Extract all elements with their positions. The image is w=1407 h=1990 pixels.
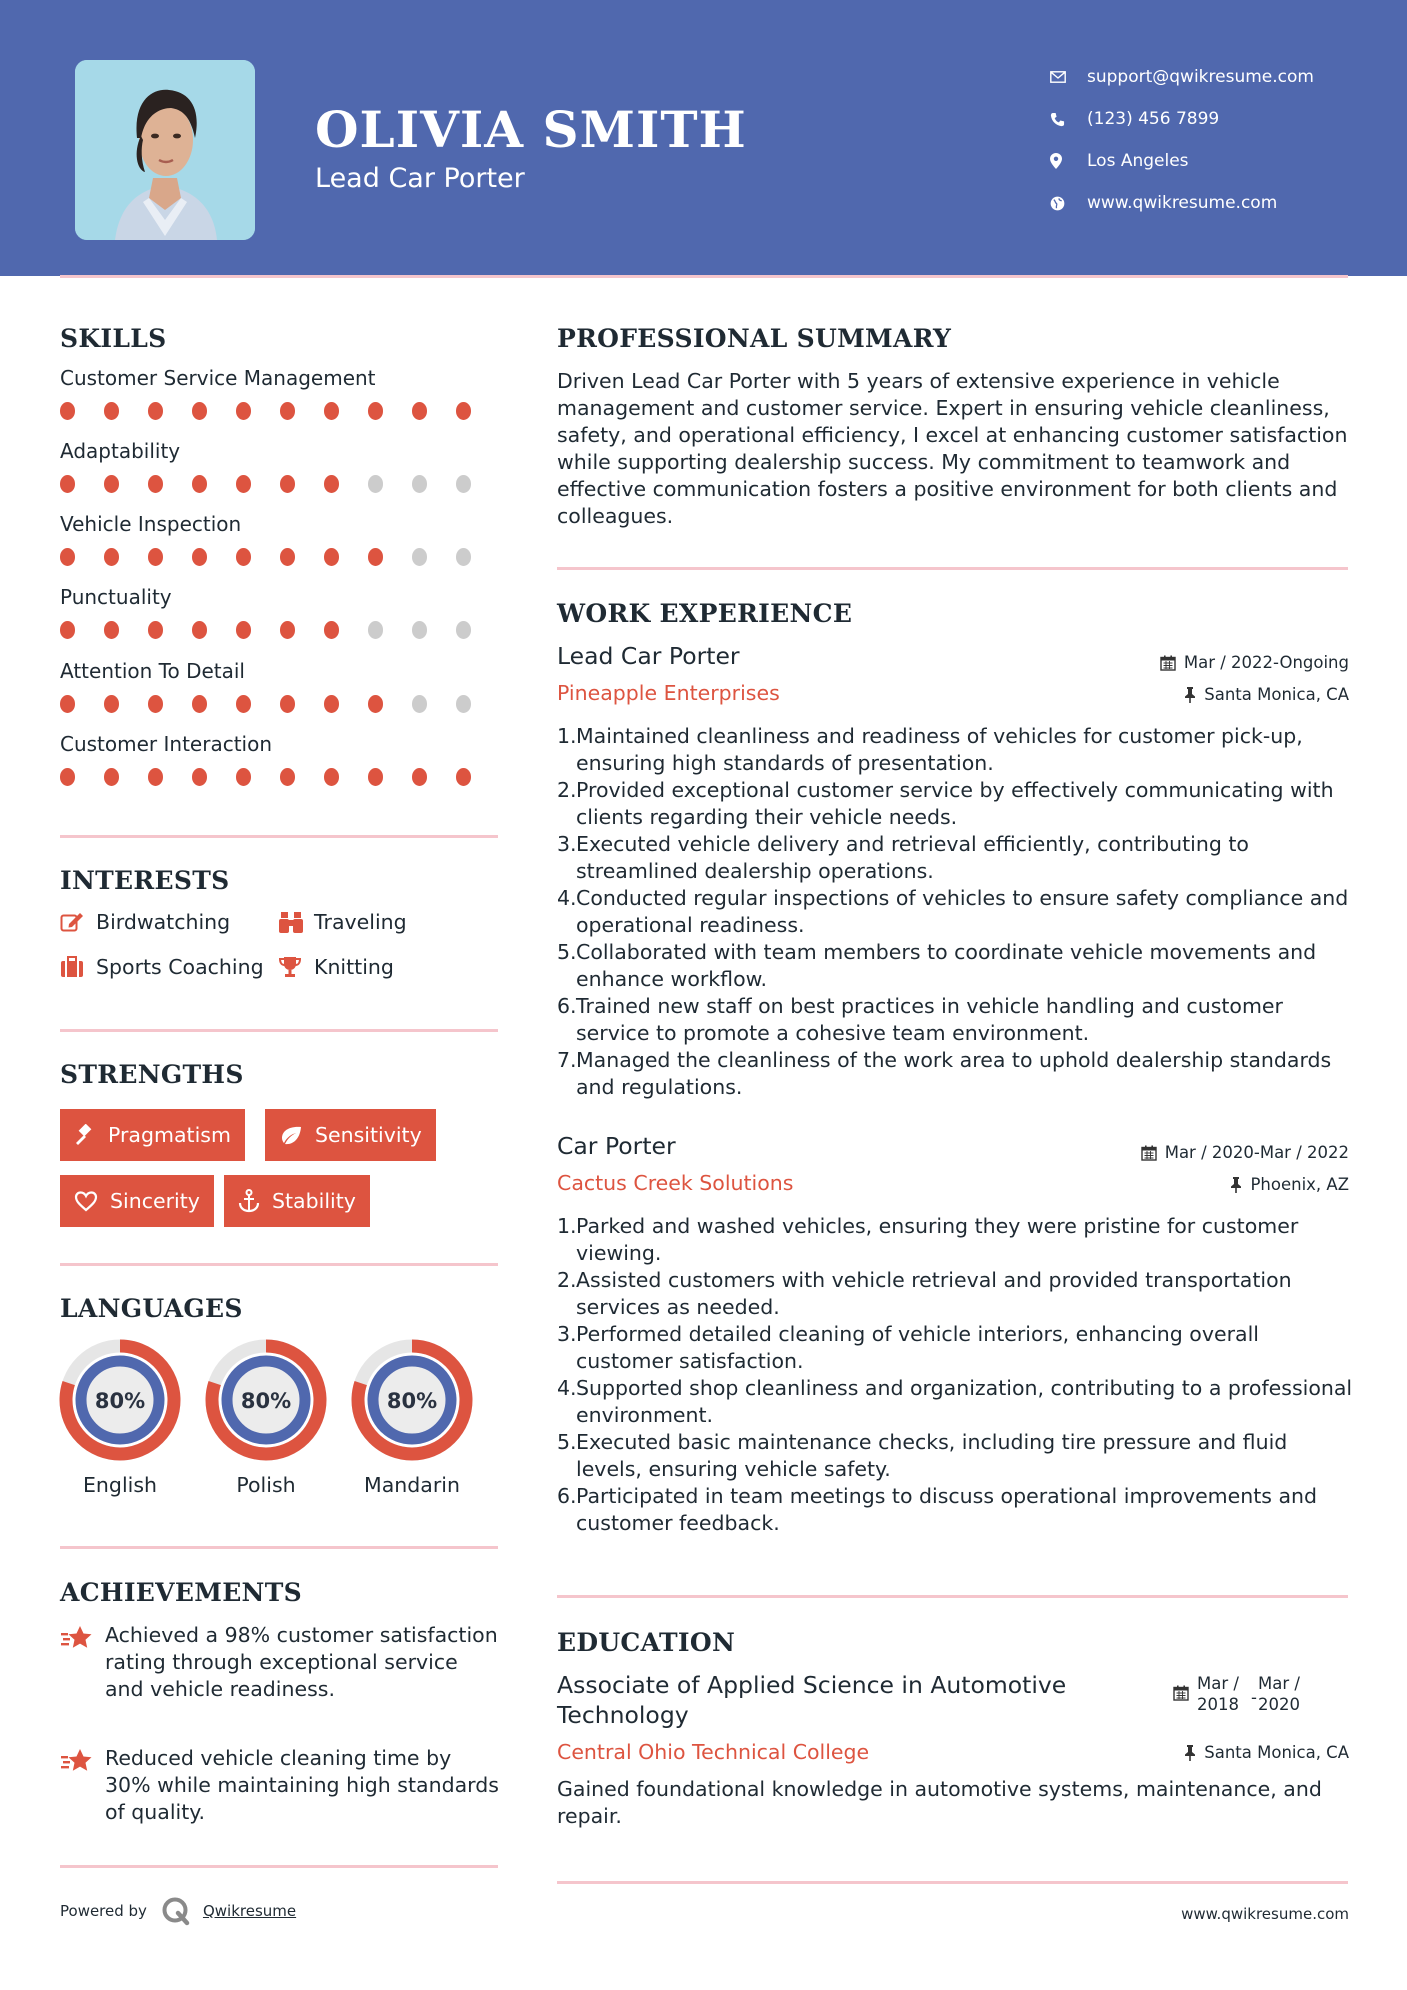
rating-dot-filled [324, 475, 339, 493]
bullet-number: 2. [557, 778, 577, 802]
gauge-percent-label: 80% [240, 1389, 292, 1413]
summary-text: Driven Lead Car Porter with 5 years of extensive experience in vehicle management and customer service. Expert in ensuring vehicle cleanliness, safety, and operational efficiency, I excel at enhancing customer satisfaction while supporting dealership success. My commitment to teamwork and effective communication fosters a positive environment for both clients and colleagues. [557, 369, 1348, 528]
skill-rating [60, 695, 500, 713]
interest-item [278, 955, 394, 979]
contact-website[interactable] [1050, 182, 1314, 224]
language-name: Polish [236, 1473, 296, 1497]
rating-dot-filled [192, 768, 207, 786]
strength-tag [265, 1109, 436, 1161]
rating-dot-filled [412, 768, 427, 786]
rating-dot-filled [456, 402, 471, 420]
phone-text: (123) 456 7899 [1087, 109, 1220, 129]
rating-dot-filled [236, 548, 251, 566]
star-icon [60, 1622, 105, 1703]
skill-item [60, 732, 500, 786]
qwikresume-logo-icon [161, 1896, 191, 1926]
rating-dot-filled [192, 475, 207, 493]
bullet-number: 4. [557, 886, 577, 910]
rating-dot-empty [456, 695, 471, 713]
gauge-percent-label: 80% [94, 1389, 146, 1413]
education-location [1184, 1743, 1349, 1762]
job-bullet [557, 993, 1357, 1047]
pushpin-icon [1230, 1177, 1242, 1193]
rating-dot-filled [192, 621, 207, 639]
rating-dot-filled [456, 768, 471, 786]
skill-rating [60, 402, 500, 420]
bullet-number: 2. [557, 1268, 577, 1292]
bullet-text: Executed basic maintenance checks, including tire pressure and fluid levels, ensuring vehicle safety. [576, 1430, 1288, 1481]
job-bullet [557, 1267, 1357, 1321]
gavel-icon [74, 1124, 96, 1146]
rating-dot-filled [60, 548, 75, 566]
education-heading: EDUCATION [557, 1628, 736, 1657]
job-bullets [557, 1213, 1357, 1537]
phone-icon [1050, 112, 1087, 127]
envelope-icon [1050, 71, 1087, 83]
rating-dot-filled [148, 475, 163, 493]
header-divider [60, 275, 1348, 278]
rating-dot-empty [412, 621, 427, 639]
contact-email[interactable] [1050, 56, 1314, 98]
interest-label: Traveling [314, 910, 407, 934]
bullet-number: 4. [557, 1376, 577, 1400]
job-bullet [557, 1321, 1357, 1375]
strength-label: Sensitivity [315, 1123, 422, 1147]
skill-name: Punctuality [60, 585, 172, 609]
language-gauge [351, 1339, 473, 1461]
interest-label: Birdwatching [96, 910, 231, 934]
divider [557, 1595, 1348, 1598]
skill-item [60, 439, 500, 493]
strength-label: Pragmatism [108, 1123, 231, 1147]
job-bullet [557, 1047, 1357, 1101]
rating-dot-filled [368, 402, 383, 420]
globe-icon [1050, 196, 1087, 211]
rating-dot-filled [324, 402, 339, 420]
bullet-text: Performed detailed cleaning of vehicle interiors, enhancing overall customer satisfaction. [576, 1322, 1259, 1373]
edu-end-month: Mar / [1257, 1674, 1300, 1693]
job-bullet [557, 1213, 1357, 1267]
bullet-number: 6. [557, 994, 577, 1018]
rating-dot-filled [192, 402, 207, 420]
education-location-text: Santa Monica, CA [1204, 1743, 1349, 1762]
bullet-text: Conducted regular inspections of vehicles to ensure safety compliance and operational readiness. [576, 886, 1349, 937]
divider [557, 1881, 1348, 1884]
candidate-name: OLIVIA SMITH [315, 100, 747, 159]
bullet-text: Managed the cleanliness of the work area to uphold dealership standards and regulations. [576, 1048, 1332, 1099]
profile-photo [75, 60, 255, 240]
star-icon [60, 1745, 105, 1826]
bullet-text: Executed vehicle delivery and retrieval efficiently, contributing to streamlined dealership operations. [576, 832, 1249, 883]
edit-icon [60, 911, 96, 933]
achievements-heading: ACHIEVEMENTS [60, 1578, 302, 1607]
skill-name: Adaptability [60, 439, 181, 463]
bullet-text: Collaborated with team members to coordinate vehicle movements and enhance workflow. [576, 940, 1317, 991]
bullet-number: 6. [557, 1484, 577, 1508]
interests-heading: INTERESTS [60, 866, 230, 895]
summary-heading: PROFESSIONAL SUMMARY [557, 324, 952, 353]
rating-dot-filled [280, 695, 295, 713]
rating-dot-filled [280, 768, 295, 786]
rating-dot-filled [192, 695, 207, 713]
education-dates [1173, 1673, 1300, 1715]
job-company: Cactus Creek Solutions [557, 1171, 794, 1195]
rating-dot-filled [60, 402, 75, 420]
contact-location [1050, 140, 1314, 182]
job-bullet [557, 885, 1357, 939]
footer-website[interactable]: www.qwikresume.com [1181, 1905, 1349, 1923]
language-name: Mandarin [364, 1473, 460, 1497]
powered-by-text: Powered by [60, 1902, 147, 1920]
bullet-number: 7. [557, 1048, 577, 1072]
rating-dot-filled [104, 402, 119, 420]
language-item [351, 1339, 473, 1497]
rating-dot-empty [456, 621, 471, 639]
rating-dot-filled [148, 621, 163, 639]
language-item [59, 1339, 181, 1497]
rating-dot-filled [324, 621, 339, 639]
divider [557, 567, 1348, 570]
rating-dot-filled [148, 768, 163, 786]
divider [60, 1865, 498, 1868]
language-gauge [59, 1339, 181, 1461]
bullet-number: 3. [557, 832, 577, 856]
edu-end-year: 2020 [1257, 1695, 1300, 1714]
edu-start-year: 2018 [1197, 1695, 1239, 1714]
binoculars-icon [278, 910, 314, 934]
rating-dot-filled [236, 768, 251, 786]
skill-name: Vehicle Inspection [60, 512, 242, 536]
job-dates-text: Mar / 2020-Mar / 2022 [1164, 1143, 1349, 1162]
map-pin-icon [1050, 153, 1087, 169]
rating-dot-filled [368, 695, 383, 713]
strength-label: Sincerity [110, 1189, 200, 1213]
strength-tag [60, 1109, 245, 1161]
rating-dot-empty [412, 475, 427, 493]
job-company: Pineapple Enterprises [557, 681, 780, 705]
experience-heading: WORK EXPERIENCE [557, 599, 853, 628]
leaf-icon [279, 1125, 303, 1145]
rating-dot-filled [60, 621, 75, 639]
rating-dot-filled [60, 475, 75, 493]
contact-phone[interactable] [1050, 98, 1314, 140]
rating-dot-filled [368, 548, 383, 566]
achievement-item [60, 1622, 500, 1703]
rating-dot-empty [412, 548, 427, 566]
divider [60, 1263, 498, 1266]
rating-dot-filled [104, 548, 119, 566]
skill-item [60, 512, 500, 566]
rating-dot-empty [368, 621, 383, 639]
bullet-text: Provided exceptional customer service by effectively communicating with clients regarding their vehicle needs. [576, 778, 1334, 829]
job-bullets [557, 723, 1357, 1101]
bullet-text: Assisted customers with vehicle retrieval and provided transportation services as needed. [576, 1268, 1292, 1319]
job-bullet [557, 939, 1357, 993]
resume-header [0, 0, 1407, 276]
trophy-icon [278, 955, 314, 979]
strengths-heading: STRENGTHS [60, 1060, 244, 1089]
rating-dot-filled [280, 402, 295, 420]
pushpin-icon [1184, 1745, 1196, 1761]
gauge-percent-label: 80% [386, 1389, 438, 1413]
job-bullet [557, 831, 1357, 885]
skill-name: Customer Service Management [60, 366, 376, 390]
achievement-item [60, 1745, 500, 1826]
rating-dot-filled [236, 475, 251, 493]
strength-label: Stability [272, 1189, 356, 1213]
skill-item [60, 659, 500, 713]
divider [60, 1029, 498, 1032]
edu-start-month: Mar / [1197, 1674, 1239, 1693]
language-name: English [82, 1473, 158, 1497]
bullet-number: 5. [557, 1430, 577, 1454]
job-bullet [557, 777, 1357, 831]
rating-dot-filled [104, 695, 119, 713]
rating-dot-empty [412, 695, 427, 713]
rating-dot-empty [456, 475, 471, 493]
interest-item [278, 910, 407, 934]
rating-dot-filled [368, 768, 383, 786]
email-text: support@qwikresume.com [1087, 67, 1314, 87]
interest-item [60, 910, 230, 934]
skill-rating [60, 768, 500, 786]
rating-dot-filled [324, 768, 339, 786]
briefcase-icon [60, 956, 96, 978]
bullet-text: Maintained cleanliness and readiness of vehicles for customer pick-up, ensuring high standards of presentation. [576, 724, 1303, 775]
job-location-text: Santa Monica, CA [1204, 685, 1349, 704]
rating-dot-filled [60, 768, 75, 786]
rating-dot-filled [148, 695, 163, 713]
rating-dot-empty [456, 548, 471, 566]
rating-dot-filled [280, 621, 295, 639]
skill-rating [60, 621, 500, 639]
rating-dot-filled [104, 768, 119, 786]
job-bullet [557, 723, 1357, 777]
anchor-icon [238, 1189, 260, 1213]
degree-title: Associate of Applied Science in Automotive Technology [557, 1671, 1067, 1729]
interest-label: Sports Coaching [96, 955, 264, 979]
rating-dot-filled [324, 548, 339, 566]
website-text: www.qwikresume.com [1087, 193, 1278, 213]
skill-rating [60, 548, 500, 566]
interest-label: Knitting [314, 955, 394, 979]
job-role: Car Porter [557, 1132, 676, 1160]
bullet-number: 1. [557, 1214, 577, 1238]
strength-tag [224, 1175, 370, 1227]
calendar-icon [1160, 655, 1176, 671]
divider [60, 835, 498, 838]
bullet-number: 3. [557, 1322, 577, 1346]
rating-dot-filled [324, 695, 339, 713]
heart-icon [74, 1191, 98, 1212]
rating-dot-filled [236, 402, 251, 420]
rating-dot-filled [412, 402, 427, 420]
languages-heading: LANGUAGES [60, 1294, 243, 1323]
pushpin-icon [1184, 687, 1196, 703]
job-location [1230, 1175, 1349, 1194]
rating-dot-filled [236, 695, 251, 713]
skill-rating [60, 475, 500, 493]
job-location [1184, 685, 1349, 704]
education-description: Gained foundational knowledge in automotive systems, maintenance, and repair. [557, 1777, 1322, 1828]
rating-dot-filled [192, 548, 207, 566]
job-role: Lead Car Porter [557, 642, 740, 670]
brand-link[interactable]: Qwikresume [202, 1902, 297, 1920]
bullet-number: 5. [557, 940, 577, 964]
calendar-icon [1141, 1145, 1157, 1161]
contact-list [1050, 56, 1314, 224]
language-gauge [205, 1339, 327, 1461]
skill-item [60, 585, 500, 639]
achievement-text: Reduced vehicle cleaning time by 30% while maintaining high standards of quality. [105, 1746, 499, 1824]
bullet-text: Participated in team meetings to discuss operational improvements and customer feedback. [576, 1484, 1318, 1535]
location-text: Los Angeles [1087, 151, 1189, 171]
candidate-title: Lead Car Porter [315, 163, 525, 194]
footer-powered-by [60, 1896, 296, 1926]
achievement-text: Achieved a 98% customer satisfaction rating through exceptional service and vehicle readiness. [105, 1623, 498, 1701]
strength-tag [60, 1175, 214, 1227]
bullet-text: Supported shop cleanliness and organization, contributing to a professional environment. [576, 1376, 1353, 1427]
job-dates [1141, 1143, 1349, 1162]
rating-dot-empty [368, 475, 383, 493]
bullet-text: Trained new staff on best practices in vehicle handling and customer service to promote a cohesive team environment. [576, 994, 1283, 1045]
school-name: Central Ohio Technical College [557, 1740, 870, 1764]
job-dates-text: Mar / 2022-Ongoing [1183, 653, 1349, 672]
rating-dot-filled [280, 475, 295, 493]
job-bullet [557, 1483, 1357, 1537]
rating-dot-filled [104, 475, 119, 493]
rating-dot-filled [148, 402, 163, 420]
skill-item [60, 366, 500, 420]
skill-name: Attention To Detail [60, 659, 245, 683]
calendar-icon [1173, 1685, 1189, 1701]
job-bullet [557, 1375, 1357, 1429]
job-location-text: Phoenix, AZ [1250, 1175, 1349, 1194]
edu-date-dash: - [1251, 1688, 1257, 1707]
language-item [205, 1339, 327, 1497]
interest-item [60, 955, 264, 979]
job-dates [1160, 653, 1349, 672]
rating-dot-filled [236, 621, 251, 639]
skills-heading: SKILLS [60, 324, 167, 353]
rating-dot-filled [148, 548, 163, 566]
divider [60, 1546, 498, 1549]
rating-dot-filled [280, 548, 295, 566]
bullet-text: Parked and washed vehicles, ensuring they were pristine for customer viewing. [576, 1214, 1299, 1265]
skill-name: Customer Interaction [60, 732, 273, 756]
bullet-number: 1. [557, 724, 577, 748]
job-bullet [557, 1429, 1357, 1483]
rating-dot-filled [104, 621, 119, 639]
rating-dot-filled [60, 695, 75, 713]
